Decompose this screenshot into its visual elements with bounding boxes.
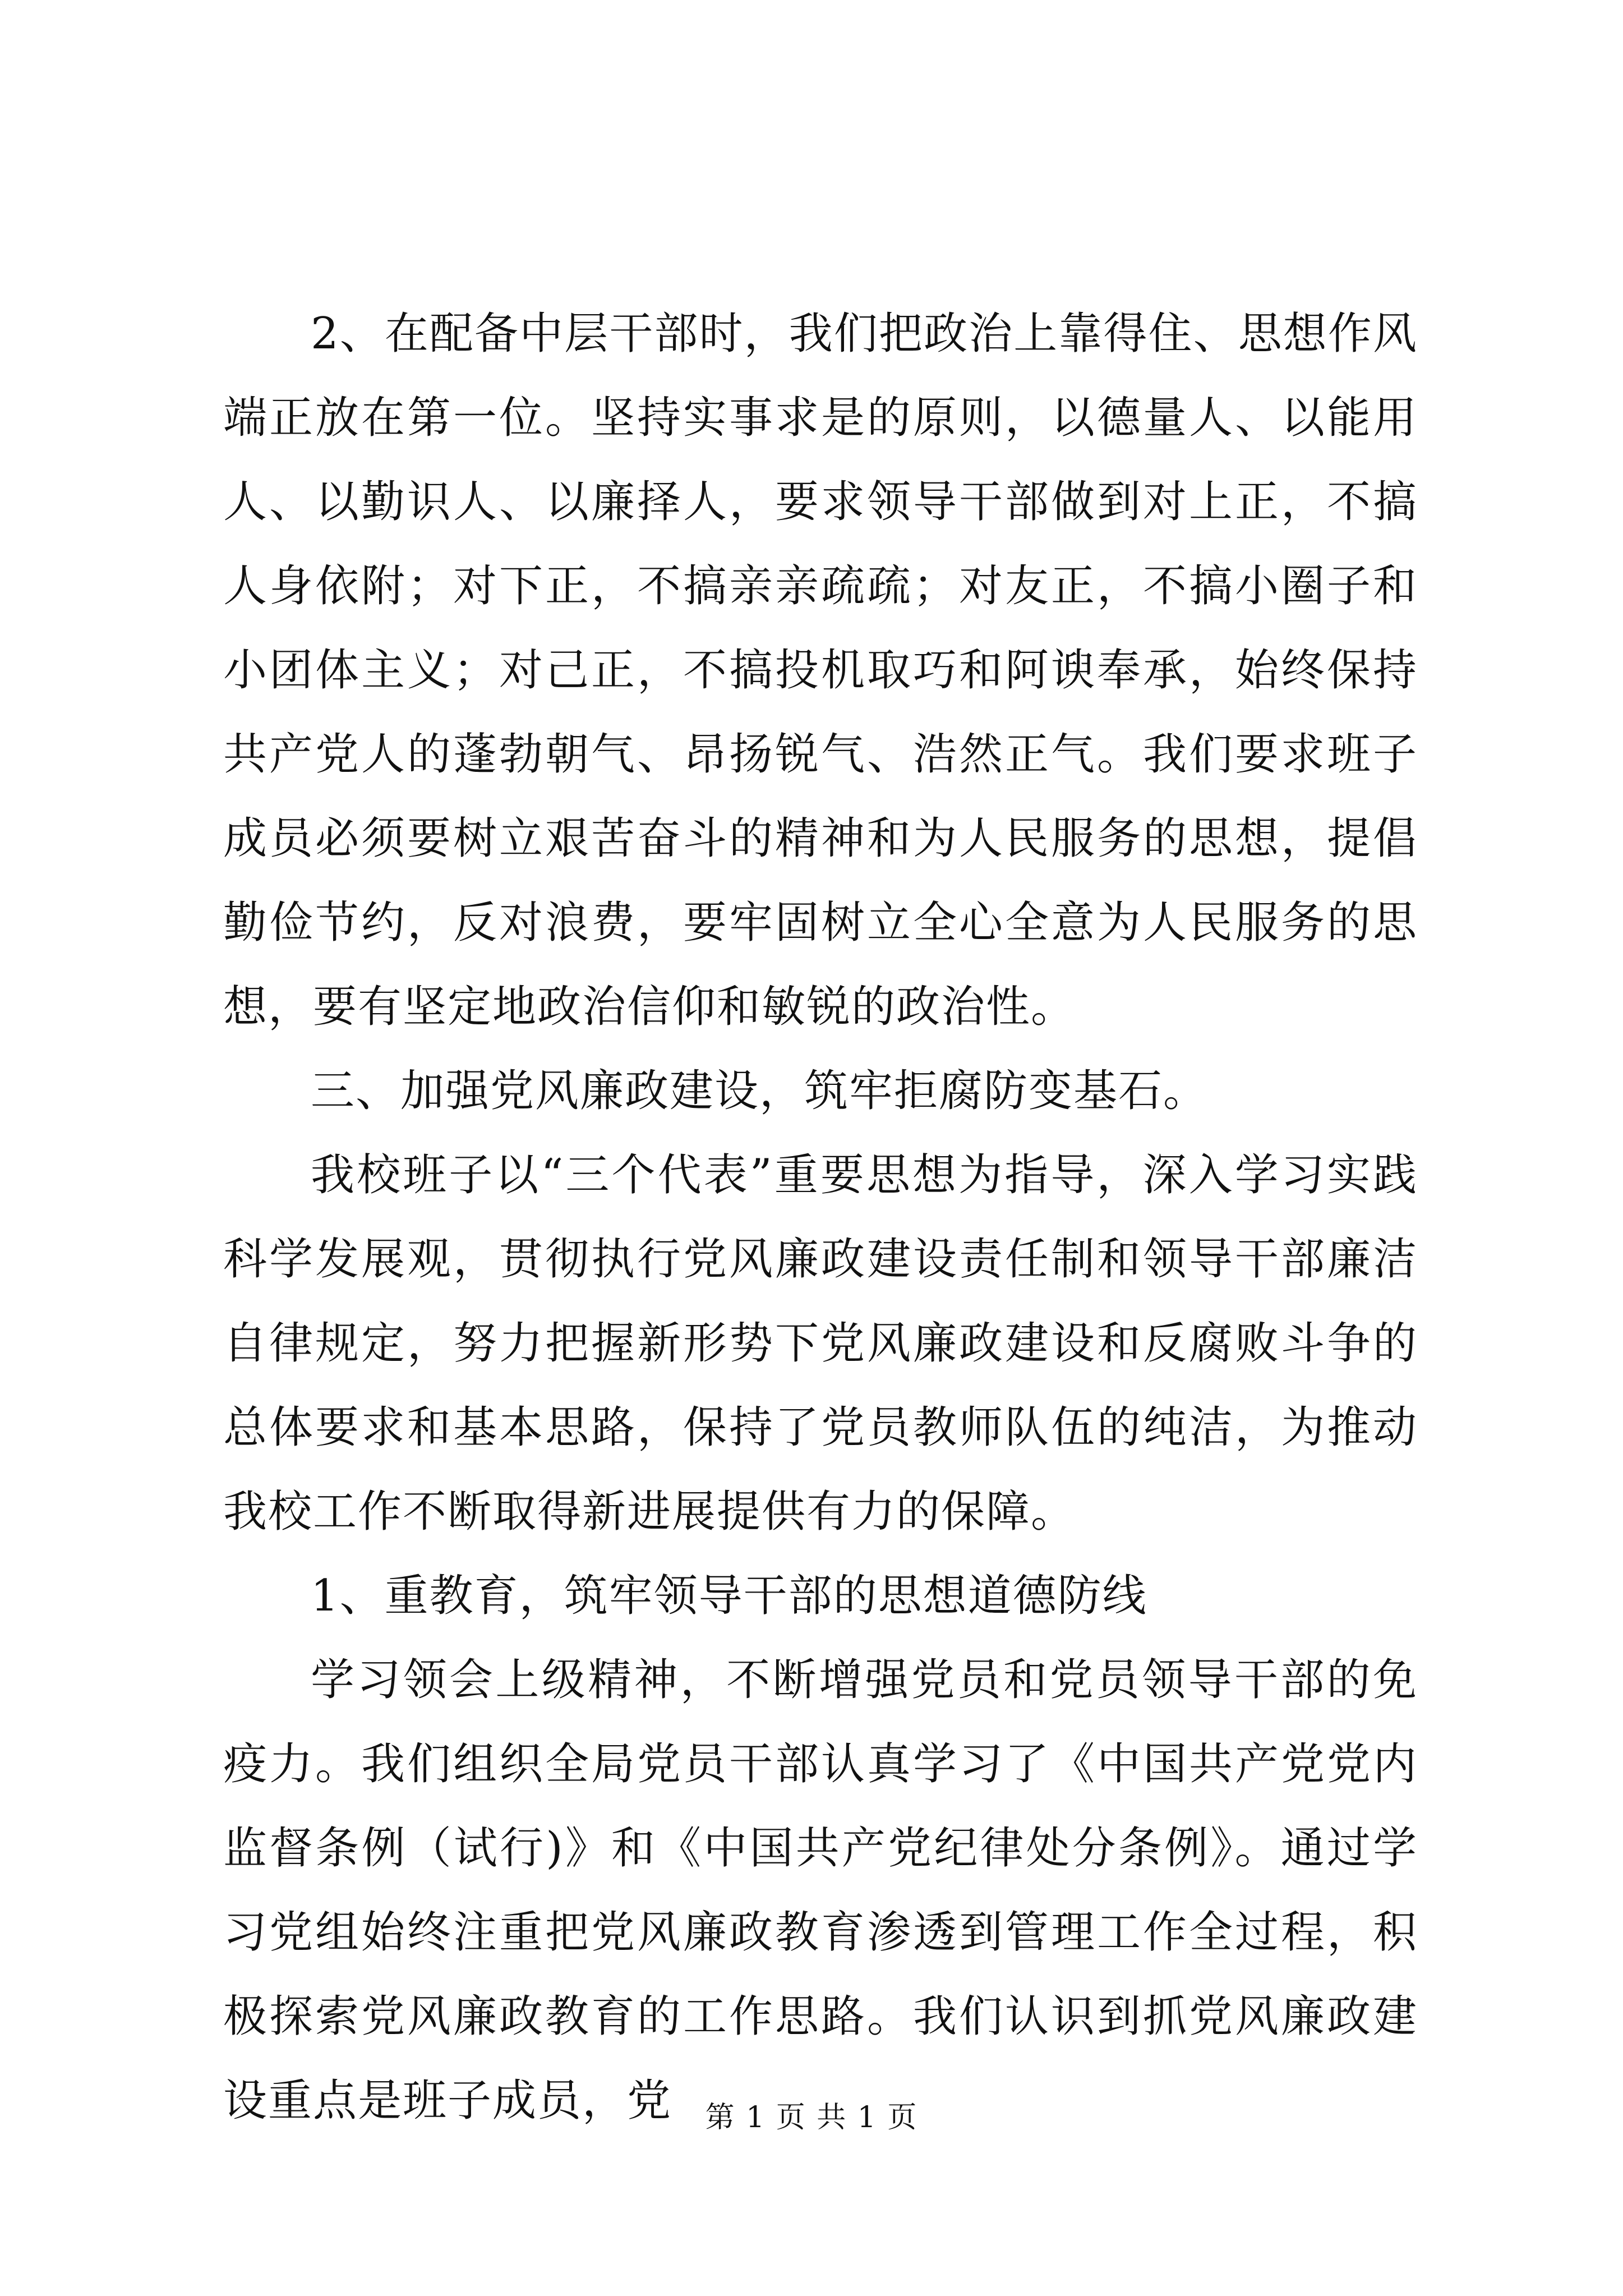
page-number-footer: 第 1 页 共 1 页 — [705, 2101, 918, 2134]
document-body — [223, 292, 1418, 2143]
paragraph-cadre-selection: 2、在配备中层干部时，我们把政治上靠得住、思想作风端正放在第一位。坚持实事求是的原则，以德量人、以能用人、以勤识人、以廉择人，要求领导干部做到对上正，不搞人身依附；对下正，不搞亲亲疏疏；对友正，不搞小圈子和小团体主义；对己正，不搞投机取巧和阿谀奉承，始终保持共产党人的蓬勃朝气、昂扬锐气、浩然正气。我们要求班子成员必须要树立艰苦奋斗的精神和为人民服务的思想，提倡勤俭节约，反对浪费，要牢固树立全心全意为人民服务的思想，要有坚定地政治信仰和敏锐的政治性。 — [223, 309, 1418, 1032]
paragraph-study-spirit: 学习领会上级精神，不断增强党员和党员领导干部的免疫力。我们组织全局党员干部认真学习了《中国共产党党内监督条例（试行)》和《中国共产党纪律处分条例》。通过学习党组始终注重把党风廉政教育渗透到管理工作全过程，积极探索党风廉政教育的工作思路。我们认识到抓党风廉政建设重点是班子成员，党 — [223, 1655, 1418, 2126]
section-heading-anti-corruption: 三、加强党风廉政建设，筑牢拒腐防变基石。 — [311, 1066, 1209, 1116]
paragraph-school-leadership: 我校班子以“三个代表”重要思想为指导，深入学习实践科学发展观，贯彻执行党风廉政建设责任制和领导干部廉洁自律规定，努力把握新形势下党风廉政建设和反腐败斗争的总体要求和基本思路，保持了党员教师队伍的纯洁，为推动我校工作不断取得新进展提供有力的保障。 — [223, 1150, 1418, 1537]
subheading-education: 1、重教育，筑牢领导干部的思想道德防线 — [311, 1571, 1147, 1621]
